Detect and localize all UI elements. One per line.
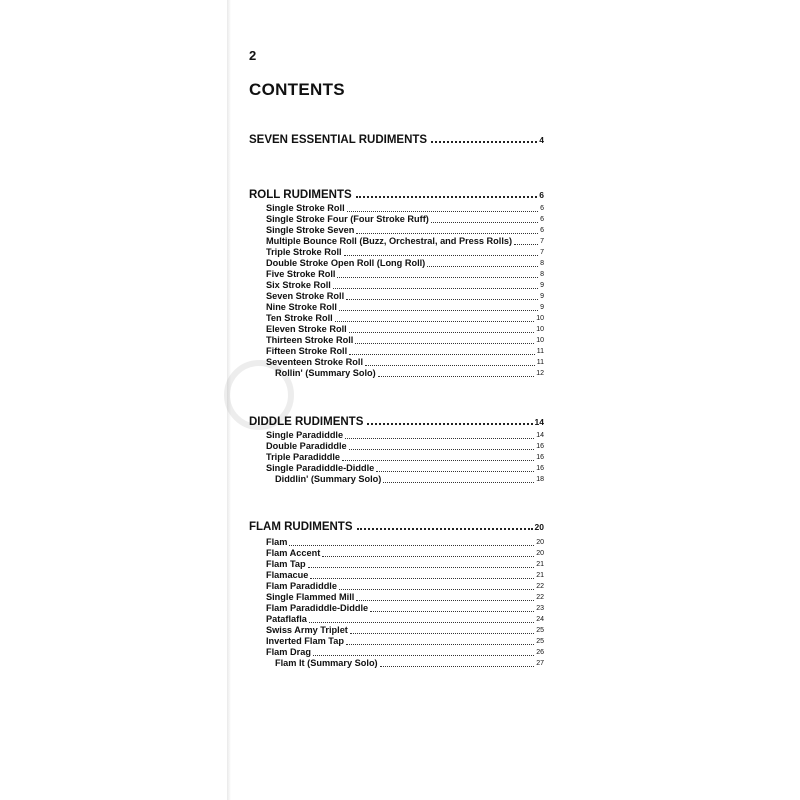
dot-leader: [346, 644, 534, 645]
toc-item-title: Double Paradiddle: [266, 441, 347, 451]
dot-leader: [380, 666, 535, 667]
dot-leader: [347, 211, 538, 212]
toc-item-title: Swiss Army Triplet: [266, 625, 348, 635]
toc-item[interactable]: [266, 335, 544, 346]
toc-item-page: 8: [540, 260, 544, 267]
toc-item[interactable]: [266, 581, 544, 592]
toc-list-diddle: [266, 430, 544, 485]
toc-item-title: Pataflafla: [266, 614, 307, 624]
toc-section-roll[interactable]: [249, 185, 544, 201]
dot-leader: [427, 266, 538, 267]
toc-item[interactable]: [266, 570, 544, 581]
toc-item-title: Ten Stroke Roll: [266, 313, 333, 323]
dot-leader: [350, 633, 534, 634]
toc-item-title: Multiple Bounce Roll (Buzz, Orchestral, and Press Rolls): [266, 236, 513, 246]
toc-item-page: 16: [536, 443, 544, 450]
toc-item-title: Flam Accent: [266, 548, 321, 558]
toc-item-title: Single Flammed Mill: [266, 592, 355, 602]
page-number: 2: [249, 48, 257, 63]
toc-item-title: Single Stroke Seven: [266, 225, 355, 235]
toc-item-title: Seventeen Stroke Roll: [266, 357, 364, 367]
toc-item-page: 25: [536, 627, 544, 634]
dot-leader: [337, 277, 538, 278]
toc-item-page: 10: [536, 337, 544, 344]
toc-item-page: 6: [540, 227, 544, 234]
section-title: ROLL RUDIMENTS: [249, 189, 352, 201]
toc-item[interactable]: [266, 592, 544, 603]
toc-item[interactable]: [266, 441, 544, 452]
dot-leader: [346, 299, 538, 300]
toc-item-title: Double Stroke Open Roll (Long Roll): [266, 258, 426, 268]
contents-title: CONTENTS: [249, 80, 345, 99]
dot-leader: [356, 196, 538, 198]
section-title: SEVEN ESSENTIAL RUDIMENTS: [249, 134, 428, 146]
toc-item[interactable]: [266, 463, 544, 474]
toc-item-page: 26: [536, 649, 544, 656]
dot-leader: [356, 600, 534, 601]
toc-item-title: Diddlin' (Summary Solo): [275, 474, 382, 484]
dot-leader: [349, 354, 535, 355]
toc-item[interactable]: [266, 559, 544, 570]
toc-item-title: Single Stroke Roll: [266, 203, 345, 213]
toc-item-title: Flam Tap: [266, 559, 306, 569]
toc-item-title: Single Stroke Four (Four Stroke Ruff): [266, 214, 429, 224]
toc-item[interactable]: [266, 313, 544, 324]
section-page: 6: [539, 190, 544, 200]
dot-leader: [310, 578, 534, 579]
dot-leader: [349, 449, 535, 450]
toc-item-page: 11: [536, 359, 544, 366]
toc-item-title: Flam Paradiddle-Diddle: [266, 603, 369, 613]
toc-item[interactable]: [266, 324, 544, 335]
toc-item-title: Nine Stroke Roll: [266, 302, 337, 312]
dot-leader: [349, 332, 535, 333]
toc-item-title: Flam Paradiddle: [266, 581, 337, 591]
dot-leader: [333, 288, 538, 289]
toc-item[interactable]: [266, 548, 544, 559]
toc-item-page: 6: [540, 205, 544, 212]
dot-leader: [431, 222, 538, 223]
dot-leader: [339, 589, 534, 590]
toc-item[interactable]: [266, 636, 544, 647]
toc-item-page: 25: [536, 638, 544, 645]
toc-item-page: 22: [536, 594, 544, 601]
toc-section-seven-essential[interactable]: [249, 130, 544, 146]
dot-leader: [383, 482, 534, 483]
dot-leader: [309, 622, 534, 623]
toc-item[interactable]: [266, 346, 544, 357]
section-page: 20: [534, 522, 544, 532]
toc-item[interactable]: [266, 537, 544, 548]
toc-item[interactable]: [266, 269, 544, 280]
dot-leader: [322, 556, 534, 557]
dot-leader: [308, 567, 535, 568]
toc-item-title: Rollin' (Summary Solo): [275, 368, 376, 378]
toc-list-roll: [266, 203, 544, 379]
toc-item[interactable]: [266, 614, 544, 625]
toc-item[interactable]: [266, 236, 544, 247]
dot-leader: [357, 528, 533, 530]
toc-item-title: Six Stroke Roll: [266, 280, 331, 290]
book-page: [227, 0, 575, 800]
toc-item-title: Fifteen Stroke Roll: [266, 346, 348, 356]
section-page: 4: [539, 135, 544, 145]
toc-item-title: Flamacue: [266, 570, 309, 580]
toc-item-page: 22: [536, 583, 544, 590]
toc-item-page: 20: [536, 539, 544, 546]
toc-item-title: Flam Drag: [266, 647, 311, 657]
toc-section-diddle[interactable]: [249, 412, 544, 428]
toc-item-title: Thirteen Stroke Roll: [266, 335, 354, 345]
toc-item-page: 14: [536, 432, 544, 439]
toc-item-title: Triple Stroke Roll: [266, 247, 342, 257]
toc-item-page: 9: [540, 293, 544, 300]
toc-summary-solo-item[interactable]: [266, 368, 544, 379]
toc-item[interactable]: [266, 258, 544, 269]
toc-item[interactable]: [266, 452, 544, 463]
dot-leader: [313, 655, 534, 656]
dot-leader: [378, 376, 534, 377]
toc-item-page: 27: [536, 660, 544, 667]
dot-leader: [339, 310, 538, 311]
toc-item-page: 21: [536, 561, 544, 568]
toc-item[interactable]: [266, 225, 544, 236]
toc-item-page: 20: [536, 550, 544, 557]
toc-item[interactable]: [266, 302, 544, 313]
toc-section-flam[interactable]: [249, 517, 544, 533]
toc-item[interactable]: [266, 203, 544, 214]
toc-item[interactable]: [266, 647, 544, 658]
toc-item-page: 16: [536, 465, 544, 472]
toc-item-page: 21: [536, 572, 544, 579]
toc-item-title: Five Stroke Roll: [266, 269, 336, 279]
dot-leader: [355, 343, 534, 344]
toc-item[interactable]: [266, 280, 544, 291]
toc-summary-solo-item[interactable]: [266, 658, 544, 669]
dot-leader: [365, 365, 535, 366]
toc-item-page: 18: [536, 476, 544, 483]
toc-item-title: Flam: [266, 537, 288, 547]
dot-leader: [356, 233, 538, 234]
toc-item-page: 12: [536, 370, 544, 377]
toc-item[interactable]: [266, 291, 544, 302]
dot-leader: [289, 545, 534, 546]
toc-item-page: 16: [536, 454, 544, 461]
dot-leader: [335, 321, 535, 322]
toc-item-page: 9: [540, 304, 544, 311]
page-edge-shadow: [227, 0, 231, 800]
section-title: DIDDLE RUDIMENTS: [249, 416, 364, 428]
dot-leader: [376, 471, 534, 472]
toc-item[interactable]: [266, 214, 544, 225]
dot-leader: [342, 460, 534, 461]
toc-item-page: 9: [540, 282, 544, 289]
dot-leader: [370, 611, 534, 612]
toc-item-title: Single Paradiddle: [266, 430, 344, 440]
toc-list-flam: [266, 537, 544, 669]
toc-item[interactable]: [266, 430, 544, 441]
dot-leader: [367, 423, 532, 425]
toc-item[interactable]: [266, 247, 544, 258]
toc-item-title: Single Paradiddle-Diddle: [266, 463, 375, 473]
dot-leader: [431, 141, 537, 143]
toc-item-page: 11: [536, 348, 544, 355]
toc-item[interactable]: [266, 357, 544, 368]
toc-item-title: Seven Stroke Roll: [266, 291, 345, 301]
toc-summary-solo-item[interactable]: [266, 474, 544, 485]
toc-item-page: 7: [540, 238, 544, 245]
toc-item[interactable]: [266, 603, 544, 614]
dot-leader: [344, 255, 539, 256]
dot-leader: [345, 438, 534, 439]
toc-item[interactable]: [266, 625, 544, 636]
toc-item-page: 7: [540, 249, 544, 256]
toc-item-page: 10: [536, 315, 544, 322]
toc-item-title: Eleven Stroke Roll: [266, 324, 347, 334]
toc-item-title: Flam It (Summary Solo): [275, 658, 378, 668]
toc-item-title: Triple Paradiddle: [266, 452, 341, 462]
dot-leader: [514, 244, 538, 245]
toc-item-title: Inverted Flam Tap: [266, 636, 344, 646]
toc-item-page: 23: [536, 605, 544, 612]
toc-item-page: 24: [536, 616, 544, 623]
toc-item-page: 10: [536, 326, 544, 333]
section-page: 14: [534, 417, 544, 427]
section-title: FLAM RUDIMENTS: [249, 521, 353, 533]
toc-item-page: 6: [540, 216, 544, 223]
toc-item-page: 8: [540, 271, 544, 278]
